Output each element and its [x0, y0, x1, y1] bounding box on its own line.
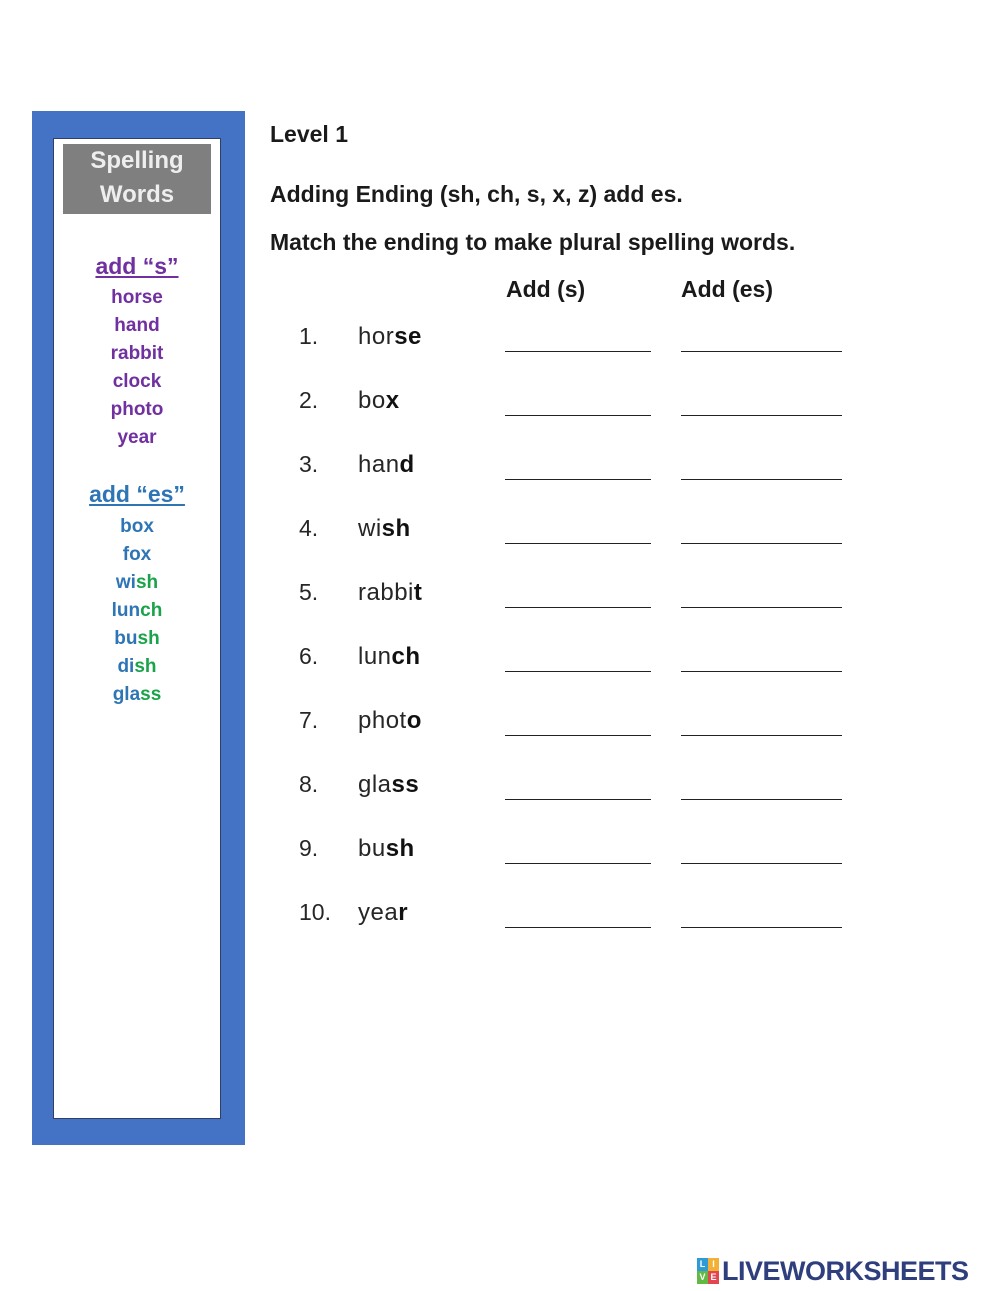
list-item: clock: [112, 371, 162, 392]
answer-blank-add-es[interactable]: [681, 863, 842, 864]
liveworksheets-logo: [697, 1255, 969, 1287]
row-word: photo: [358, 707, 422, 734]
row-word: wish: [358, 515, 411, 542]
answer-blank-add-s[interactable]: [505, 351, 651, 352]
row-number: 7.: [299, 707, 319, 733]
answer-blank-add-es[interactable]: [681, 479, 842, 480]
liveworksheets-logo-icon: L I V E: [697, 1258, 719, 1284]
answer-blank-add-s[interactable]: [505, 927, 651, 928]
list-item: bush: [114, 628, 160, 649]
answer-blank-add-es[interactable]: [681, 543, 842, 544]
list-item: glass: [112, 684, 162, 705]
row-word: rabbit: [358, 579, 423, 606]
row-word: year: [358, 899, 409, 926]
list-item: year: [117, 427, 157, 448]
list-item: horse: [111, 287, 163, 308]
answer-blank-add-s[interactable]: [505, 415, 651, 416]
list-item: wish: [115, 572, 159, 593]
exercise-row: [0, 387, 1000, 427]
answer-blank-add-s[interactable]: [505, 799, 651, 800]
answer-blank-add-es[interactable]: [681, 735, 842, 736]
logo-text: LIVEWORKSHEETS: [722, 1255, 969, 1286]
column-header-add-s: Add (s): [506, 276, 586, 302]
title-line-1: Spelling: [90, 147, 184, 174]
row-word: bush: [358, 835, 415, 862]
row-number: 9.: [299, 835, 319, 861]
level-heading: Level 1: [270, 121, 348, 147]
row-word: lunch: [358, 643, 421, 670]
exercise-row: [0, 451, 1000, 491]
exercise-row: [0, 323, 1000, 363]
title-line-2: Words: [99, 181, 175, 208]
answer-blank-add-s[interactable]: [505, 607, 651, 608]
list-item: photo: [110, 399, 164, 420]
exercise-row: [0, 835, 1000, 875]
row-number: 2.: [299, 387, 319, 413]
group-heading-add-es: add “es”: [89, 481, 185, 507]
spelling-words-box: [53, 138, 221, 1119]
spelling-words-title: [63, 144, 211, 214]
answer-blank-add-es[interactable]: [681, 927, 842, 928]
instruction-heading: Match the ending to make plural spelling words.: [270, 229, 796, 255]
row-number: 10.: [299, 899, 331, 925]
exercise-row: [0, 899, 1000, 939]
rule-heading: Adding Ending (sh, ch, s, x, z) add es.: [270, 181, 683, 207]
answer-blank-add-es[interactable]: [681, 415, 842, 416]
row-number: 1.: [299, 323, 319, 349]
row-word: hand: [358, 451, 415, 478]
row-number: 4.: [299, 515, 319, 541]
list-item: dish: [117, 656, 157, 677]
spelling-words-panel: [32, 111, 245, 1145]
column-header-add-es: Add (es): [681, 276, 773, 302]
row-number: 6.: [299, 643, 319, 669]
list-item: hand: [114, 315, 160, 336]
exercise-row: [0, 771, 1000, 811]
group-heading-add-s: add “s”: [95, 253, 179, 279]
answer-blank-add-es[interactable]: [681, 799, 842, 800]
row-number: 8.: [299, 771, 319, 797]
exercise-row: [0, 515, 1000, 555]
answer-blank-add-s[interactable]: [505, 735, 651, 736]
list-item: box: [120, 516, 154, 537]
answer-blank-add-es[interactable]: [681, 351, 842, 352]
exercise-row: [0, 707, 1000, 747]
list-item: rabbit: [110, 343, 164, 364]
exercise-row: [0, 579, 1000, 619]
row-word: glass: [358, 771, 420, 798]
row-word: horse: [358, 323, 422, 350]
answer-blank-add-es[interactable]: [681, 671, 842, 672]
answer-blank-add-s[interactable]: [505, 479, 651, 480]
answer-blank-add-s[interactable]: [505, 543, 651, 544]
answer-blank-add-s[interactable]: [505, 863, 651, 864]
exercise-row: [0, 643, 1000, 683]
list-item: lunch: [111, 600, 163, 621]
row-word: box: [358, 387, 400, 414]
row-number: 5.: [299, 579, 319, 605]
list-item: fox: [122, 544, 152, 565]
answer-blank-add-s[interactable]: [505, 671, 651, 672]
row-number: 3.: [299, 451, 319, 477]
answer-blank-add-es[interactable]: [681, 607, 842, 608]
